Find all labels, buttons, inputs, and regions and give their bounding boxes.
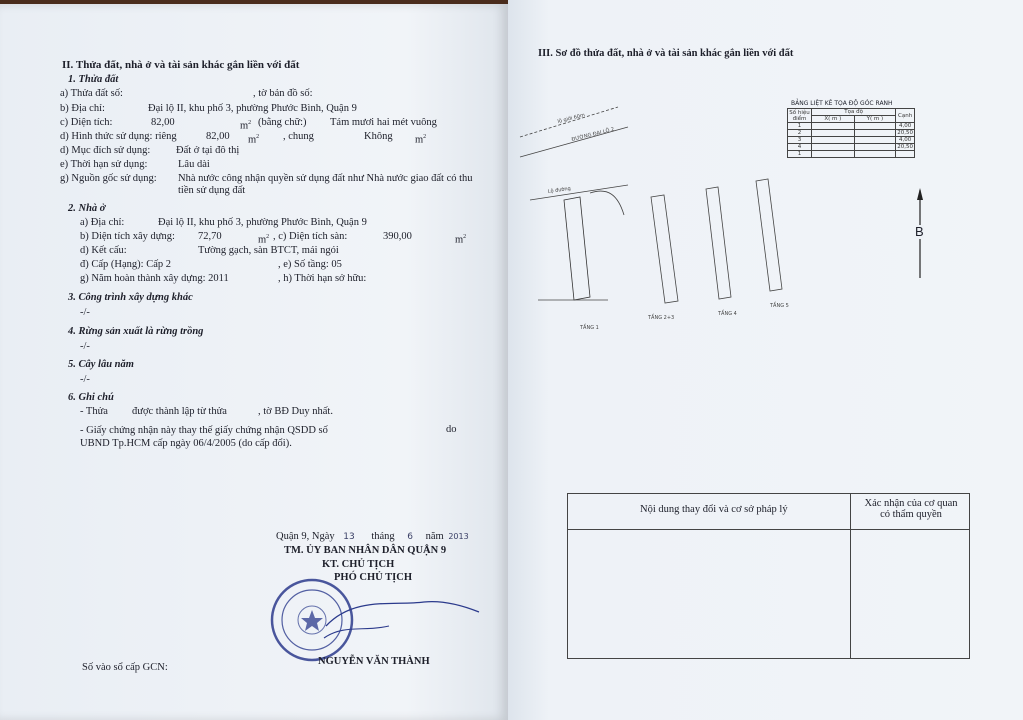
coord-table <box>787 108 915 158</box>
house-heading: 2. Nhà ở <box>68 203 106 214</box>
usage-private-value: 82,00 <box>206 131 230 142</box>
coord-col-x: X( m ) <box>812 116 855 123</box>
section-title-ii: II. Thửa đất, nhà ở và tài sản khác gắn liền với đất <box>62 59 300 71</box>
right-page <box>508 0 1023 720</box>
ownership-term-label: , h) Thời hạn sở hữu: <box>278 273 367 284</box>
north-label: B <box>915 224 924 239</box>
floors-label: , e) Số tầng: 05 <box>278 259 342 270</box>
floor-label-1: TẦNG 1 <box>580 325 599 331</box>
build-area-value: 72,70 <box>198 231 222 242</box>
area-words-value: Tám mươi hai mét vuông <box>330 117 437 128</box>
table-row: 4 20,50 <box>788 144 915 151</box>
changes-table <box>567 493 970 659</box>
road-top-small-label: lộ giới 60m <box>557 112 586 125</box>
year-label: g) Năm hoàn thành xây dựng: 2011 <box>80 273 229 284</box>
map-label: , tờ bản đồ số: <box>253 88 313 99</box>
usage-common-unit: $m^2$ <box>415 134 427 146</box>
floor-area-unit: $m^2$ <box>455 234 467 246</box>
table-row: 2 20,50 <box>788 130 915 137</box>
term-value: Lâu dài <box>178 159 210 170</box>
notes-heading: 6. Ghi chú <box>68 392 114 403</box>
left-page <box>0 4 508 720</box>
area-words-label: (bằng chữ:) <box>258 117 307 128</box>
origin-value-1: Nhà nước công nhận quyền sử dụng đất như Nhà nước giao đất có thu <box>178 173 473 184</box>
coord-col-point: Số hiệu điểm <box>789 109 810 122</box>
forest-heading: 4. Rừng sản xuất là rừng trồng <box>68 326 204 337</box>
table-row: 3 4,00 <box>788 137 915 144</box>
floor-area-label: , c) Diện tích sàn: <box>273 231 348 242</box>
area-value: 82,00 <box>151 117 175 128</box>
coord-col-y: Y( m ) <box>854 116 896 123</box>
section-title-iii: III. Sơ đồ thửa đất, nhà ở và tài sản khác gắn liền với đất <box>538 48 794 59</box>
signature-date-line: Quận 9, Ngày 13 tháng 6 năm 2013 <box>276 531 469 542</box>
notes-line1-b: được thành lập từ thửa <box>132 406 227 417</box>
land-address-value: Đại lộ II, khu phố 3, phường Phước Bình, Quận 9 <box>148 103 357 114</box>
notes-line3: UBND Tp.HCM cấp ngày 06/4/2005 (do cấp đổi). <box>80 438 292 449</box>
notes-line2-a: - Giấy chứng nhận này thay thế giấy chứng nhận QSDD số <box>80 425 328 436</box>
house-address-label: a) Địa chỉ: <box>80 217 125 228</box>
forest-value: -/- <box>80 341 90 352</box>
changes-col-confirm-1: Xác nhận của cơ quan <box>864 498 958 509</box>
origin-label: g) Nguồn gốc sử dụng: <box>60 173 157 184</box>
register-label: Số vào sổ cấp GCN: <box>82 662 168 673</box>
floor-label-3: TẦNG 4 <box>718 311 737 317</box>
area-unit: $m^2$ <box>240 120 252 132</box>
coord-col-coord: Tọa độ <box>812 109 896 116</box>
usage-private-unit: $m^2$ <box>248 134 260 146</box>
usage-common-label: , chung <box>283 131 314 142</box>
signature-deputy: PHÓ CHỦ TỊCH <box>334 572 412 583</box>
changes-col-confirm-2: có thẩm quyền <box>880 509 942 520</box>
road-top-label: ĐƯỜNG ĐẠI LỘ 2 <box>571 126 615 143</box>
build-area-label: b) Diện tích xây dựng: <box>80 231 175 242</box>
other-works-heading: 3. Công trình xây dựng khác <box>68 292 193 303</box>
signature-kt: KT. CHỦ TỊCH <box>322 559 395 570</box>
usage-common-value: Không <box>364 131 393 142</box>
house-address-value: Đại lộ II, khu phố 3, phường Phước Bình, Quận 9 <box>158 217 367 228</box>
land-address-label: b) Địa chỉ: <box>60 103 105 114</box>
structure-value: Tường gạch, sàn BTCT, mái ngói <box>198 245 339 256</box>
notes-line2-b: do <box>446 424 457 435</box>
other-works-value: -/- <box>80 307 90 318</box>
trees-value: -/- <box>80 374 90 385</box>
changes-col-content: Nội dung thay đổi và cơ sở pháp lý <box>640 504 788 515</box>
term-label: e) Thời hạn sử dụng: <box>60 159 148 170</box>
signer-name: NGUYỄN VĂN THÀNH <box>318 656 430 667</box>
purpose-value: Đất ở tại đô thị <box>176 145 240 156</box>
coord-col-edge: Cạnh <box>896 109 915 123</box>
notes-line1-c: , tờ BĐ Duy nhất. <box>258 406 333 417</box>
table-row: 1 <box>788 151 915 158</box>
land-heading: 1. Thửa đất <box>68 74 119 85</box>
table-row: 1 4,00 <box>788 123 915 130</box>
parcel-label: a) Thửa đất số: <box>60 88 123 99</box>
usage-form-label: d) Hình thức sử dụng: riêng <box>60 131 177 142</box>
build-area-unit: $m^2$ <box>258 234 270 246</box>
coord-table-title: BẢNG LIỆT KÊ TỌA ĐỘ GÓC RANH <box>791 100 893 107</box>
floor-label-2: TẦNG 2+3 <box>648 315 675 321</box>
signature-authority: TM. ỦY BAN NHÂN DÂN QUẬN 9 <box>284 545 447 556</box>
trees-heading: 5. Cây lâu năm <box>68 359 134 370</box>
floor-label-4: TẦNG 5 <box>770 303 789 309</box>
floor-area-value: 390,00 <box>383 231 412 242</box>
road-left-label: Lộ đường <box>547 185 572 195</box>
structure-label: d) Kết cấu: <box>80 245 127 256</box>
grade-label: đ) Cấp (Hạng): Cấp 2 <box>80 259 171 270</box>
origin-value-2: tiền sử dụng đất <box>178 185 246 196</box>
site-plan-drawing <box>518 105 798 335</box>
area-label: c) Diện tích: <box>60 117 113 128</box>
notes-line1-a: - Thửa <box>80 406 108 417</box>
purpose-label: d) Mục đích sử dụng: <box>60 145 151 156</box>
